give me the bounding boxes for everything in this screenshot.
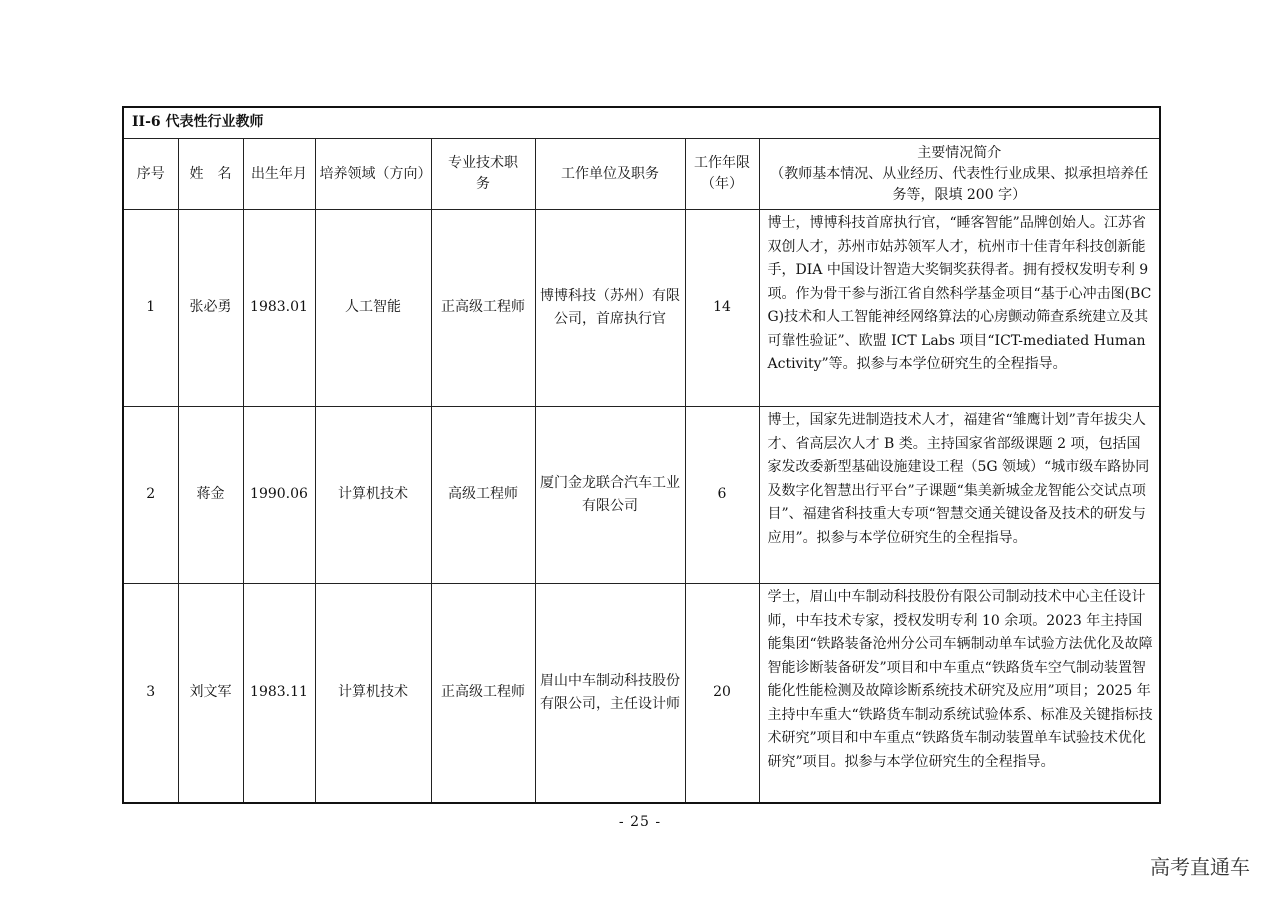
cell-summary: 博士，国家先进制造技术人才，福建省“雏鹰计划”青年拔尖人才、省高层次人才 B 类。主持国家省部级课题 2 项，包括国家发改委新型基础设施建设工程（5G 领域）“城市级车路协同及数字化智慧出行平台”子课题“集美新城金龙智能公交试点项目”、福建省科技重大专项“智慧交通关键设备及技术的研发与应用”。拟参与本学位研究生的全程指导。 [759,407,1160,584]
cell-seq: 3 [123,584,178,804]
table-row [123,210,1160,407]
cell-seq: 2 [123,407,178,584]
cell-birth: 1990.06 [243,407,315,584]
header-years: 工作年限（年） [685,139,759,210]
header-summary [759,139,1160,210]
table-row [123,584,1160,804]
header-name: 姓 名 [178,139,243,210]
watermark-text: 高考直通车 [1150,855,1250,879]
header-birth: 出生年月 [243,139,315,210]
page-number: - 25 - [618,814,662,830]
cell-name: 张必勇 [178,210,243,407]
cell-years: 20 [685,584,759,804]
header-summary-note: （教师基本情况、从业经历、代表性行业成果、拟承担培养任务等，限填 200 字） [770,165,1149,203]
cell-field: 计算机技术 [315,407,431,584]
cell-years: 14 [685,210,759,407]
cell-name: 蒋金 [178,407,243,584]
header-summary-title: 主要情况简介 [917,144,1002,161]
cell-title: 高级工程师 [431,407,535,584]
section-title: II-6 代表性行业教师 [123,107,1160,139]
cell-name: 刘文军 [178,584,243,804]
header-org: 工作单位及职务 [535,139,685,210]
cell-summary: 学士，眉山中车制动科技股份有限公司制动技术中心主任设计师，中车技术专家，授权发明专利 10 余项。2023 年主持国能集团“铁路装备沧州分公司车辆制动单车试验方法优化及故障智能诊断装备研发”项目和中车重点“铁路货车空气制动装置智能化性能检测及故障诊断系统技术研究及应用”项目；2025 年主持中车重大“铁路货车制动系统试验体系、标准及关键指标技术研究”项目和中车重点“铁路货车制动装置单车试验技术优化研究”项目。拟参与本学位研究生的全程指导。 [759,584,1160,804]
cell-birth: 1983.11 [243,584,315,804]
cell-summary: 博士，博博科技首席执行官，“睡客智能”品牌创始人。江苏省双创人才，苏州市姑苏领军人才，杭州市十佳青年科技创新能手，DIA 中国设计智造大奖铜奖获得者。拥有授权发明专利 9 项。作为骨干参与浙江省自然科学基金项目“基于心冲击图(BCG)技术和人工智能神经网络算法的心房颤动筛查系统建立及其可靠性验证”、欧盟 ICT Labs 项目“ICT-mediated Human Activity”等。拟参与本学位研究生的全程指导。 [759,210,1160,407]
cell-years: 6 [685,407,759,584]
header-seq: 序号 [123,139,178,210]
cell-birth: 1983.01 [243,210,315,407]
table-row [123,407,1160,584]
cell-org: 厦门金龙联合汽车工业有限公司 [535,407,685,584]
cell-title: 正高级工程师 [431,210,535,407]
cell-field: 人工智能 [315,210,431,407]
cell-org: 眉山中车制动科技股份有限公司，主任设计师 [535,584,685,804]
cell-title: 正高级工程师 [431,584,535,804]
table-header-row [123,139,1160,210]
cell-org: 博博科技（苏州）有限公司，首席执行官 [535,210,685,407]
header-field: 培养领域（方向） [315,139,431,210]
cell-field: 计算机技术 [315,584,431,804]
cell-seq: 1 [123,210,178,407]
header-title: 专业技术职 务 [431,139,535,210]
teacher-table [122,106,1161,804]
